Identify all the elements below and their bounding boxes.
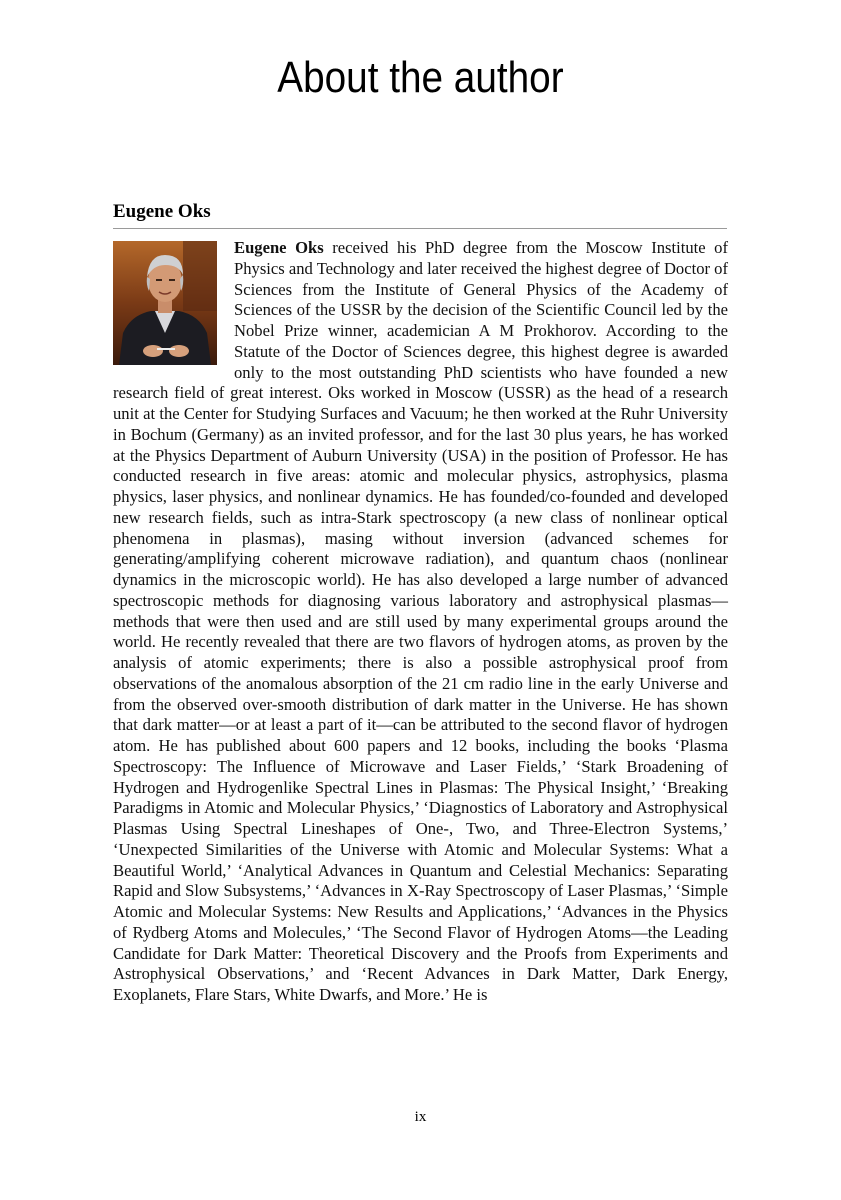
chapter-title: About the author <box>277 53 564 102</box>
author-biography <box>113 238 728 1006</box>
page-number: ix <box>414 1109 427 1125</box>
bio-text: received his PhD degree from the Moscow Institute of Physics and Technology and later received the highest degree of Doctor of Sciences from the Institute of General Physics of the Academy of Sciences of the USSR by the decision of the Scientific Council led by the Nobel Prize winner, academician A M Prokhorov. According to the Statute of the Doctor of Sciences degree, this highest degree is awarded only to the most outstanding PhD scientists who have founded a new research field of great interest. Oks worked in Moscow (USSR) as the head of a research unit at the Center for Studying Surfaces and Vacuum; he then worked at the Ruhr University in Bochum (Germany) as an invited professor, and for the last 30 plus years, he has worked at the Physics Department of Auburn University (USA) in the position of Professor. He has conducted research in five areas: atomic and molecular physics, astrophysics, plasma physics, laser physics, and nonlinear dynamics. He has founded/co-founded and developed new research fields, such as intra-Stark spectroscopy (a new class of nonlinear optical phenomena in plasmas), masing without inversion (advanced schemes for generating/amplifying coherent microwave radiation), and quantum chaos (nonlinear dynamics in the microscopic world). He has also developed a large number of advanced spectroscopic methods for diagnosing various laboratory and astrophysical plasmas—methods that were then used and are still used by many experimental groups around the world. He recently revealed that there are two flavors of hydrogen atoms, as proven by the analysis of atomic experiments; there is also a possible astrophysical proof from observations of the anomalous absorption of the 21 cm radio line in the early Universe and from the observed over-smooth distribution of dark matter in the Universe. He has shown that dark matter—or at least a part of it—can be attributed to the second flavor of hydrogen atom. He has published about 600 papers and 12 books, including the books ‘Plasma Spectroscopy: The Influence of Microwave and Laser Fields,’ ‘Stark Broadening of Hydrogen and Hydrogenlike Spectral Lines in Plasmas: The Physical Insight,’ ‘Breaking Paradigms in Atomic and Molecular Physics,’ ‘Diagnostics of Laboratory and Astrophysical Plasmas Using Spectral Lineshapes of One-, Two, and Three-Electron Systems,’ ‘Unexpected Similarities of the Universe with Atomic and Molecular Systems: What a Beautiful World,’ ‘Analytical Advances in Quantum and Celestial Mechanics: Separating Rapid and Slow Subsystems,’ ‘Advances in X-Ray Spectroscopy of Laser Plasmas,’ ‘Simple Atomic and Molecular Systems: New Results and Applications,’ ‘Advances in the Physics of Rydberg Atoms and Molecules,’ ‘The Second Flavor of Hydrogen Atoms—the Leading Candidate for Dark Matter: Theoretical Discovery and the Proofs from Experiments and Astrophysical Observations,’ and ‘Recent Advances in Dark Matter, Dark Energy, Exoplanets, Flare Stars, White Dwarfs, and More.’ He is <box>113 238 728 1004</box>
heading-rule <box>113 228 727 229</box>
author-portrait-image <box>113 241 217 365</box>
author-photo <box>113 241 217 365</box>
author-heading: Eugene Oks <box>113 201 211 222</box>
bio-lead-name: Eugene Oks <box>234 238 324 257</box>
